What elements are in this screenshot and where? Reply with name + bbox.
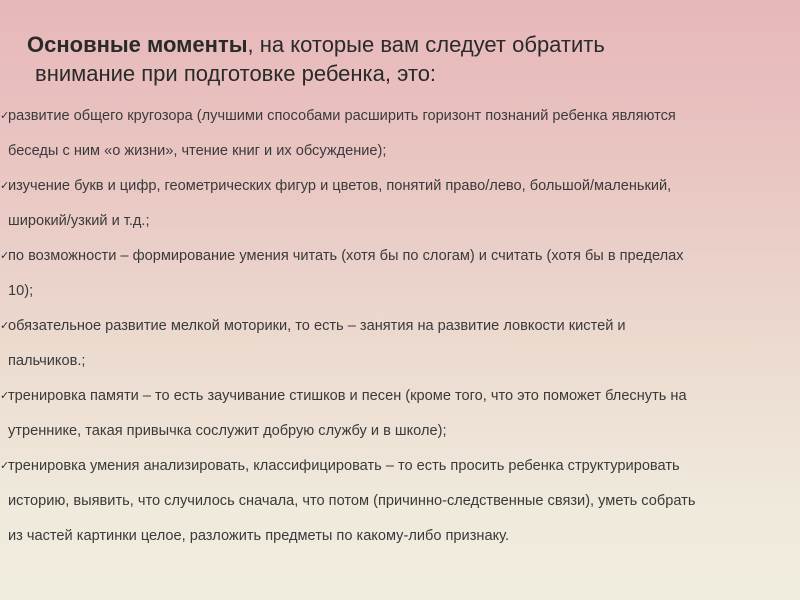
bullet-text-line: пальчиков.; bbox=[8, 353, 86, 369]
title-line2: внимание при подготовке ребенка, это: bbox=[35, 61, 437, 86]
bullet-text-line: историю, выявить, что случилось сначала, что потом (причинно-следственные связи), уметь собрать bbox=[8, 493, 696, 509]
bullet-text-line: по возможности – формирование умения читать (хотя бы по слогам) и считать (хотя бы в пределах bbox=[8, 248, 684, 264]
check-mark-icon: ✓ bbox=[0, 460, 10, 472]
title-bold-part: Основные моменты bbox=[27, 32, 248, 57]
bullet-text-line: 10); bbox=[8, 283, 34, 299]
bullet-text-line: развитие общего кругозора (лучшими способами расширить горизонт познаний ребенка являются bbox=[8, 108, 676, 124]
check-mark-icon: ✓ bbox=[0, 250, 10, 262]
bullet-item-analysis bbox=[0, 449, 790, 554]
check-mark-icon: ✓ bbox=[0, 180, 10, 192]
bullet-list bbox=[0, 99, 790, 554]
bullet-item-general-outlook bbox=[0, 99, 790, 169]
bullet-text-line: тренировка памяти – то есть заучивание стишков и песен (кроме того, что это поможет блеснуть на bbox=[8, 388, 687, 404]
bullet-text-line: изучение букв и цифр, геометрических фигур и цветов, понятий право/лево, большой/маленький, bbox=[8, 178, 672, 194]
bullet-text-line: из частей картинки целое, разложить предметы по какому-либо признаку. bbox=[8, 528, 510, 544]
bullet-text-line: обязательное развитие мелкой моторики, то есть – занятия на развитие ловкости кистей и bbox=[8, 318, 626, 334]
bullet-item-reading-counting bbox=[0, 239, 790, 309]
title-line1-rest: , на которые вам следует обратить bbox=[247, 32, 605, 57]
bullet-text-line: широкий/узкий и т.д.; bbox=[8, 213, 150, 229]
slide-title bbox=[27, 30, 787, 88]
bullet-item-fine-motor bbox=[0, 309, 790, 379]
bullet-item-letters-numbers bbox=[0, 169, 790, 239]
check-mark-icon: ✓ bbox=[0, 390, 10, 402]
check-mark-icon: ✓ bbox=[0, 110, 10, 122]
bullet-text-line: утреннике, такая привычка сослужит добрую службу и в школе); bbox=[8, 423, 447, 439]
check-mark-icon: ✓ bbox=[0, 320, 10, 332]
bullet-text-line: беседы с ним «о жизни», чтение книг и их обсуждение); bbox=[8, 143, 387, 159]
bullet-text-line: тренировка умения анализировать, классифицировать – то есть просить ребенка структурировать bbox=[8, 458, 680, 474]
bullet-item-memory bbox=[0, 379, 790, 449]
